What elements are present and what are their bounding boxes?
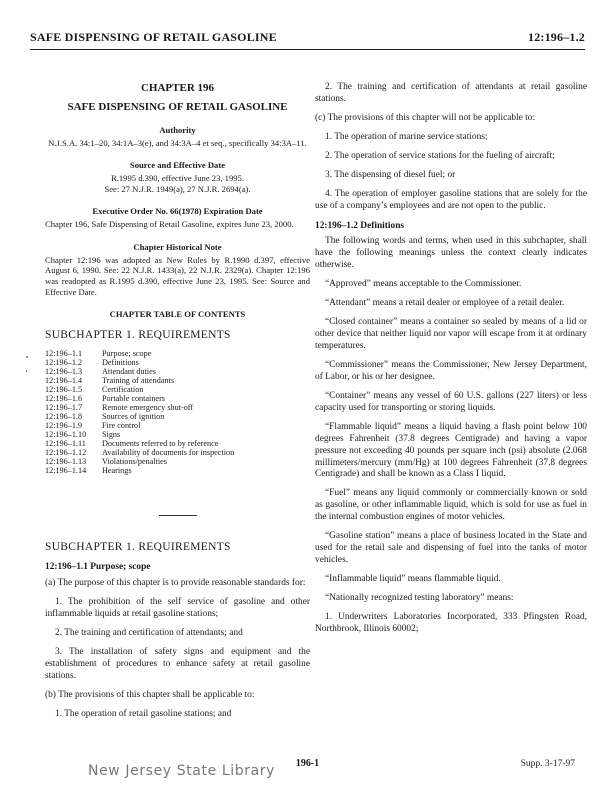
toc-section-number: 12:196–1.7 <box>45 402 83 412</box>
toc-section-number: 12:196–1.14 <box>45 465 87 475</box>
para-b: (b) The provisions of this chapter shall be applicable to: <box>45 689 255 700</box>
page-number: 196-1 <box>295 758 320 769</box>
def-inflammable-liquid: “Inflammable liquid” means flammable liquid. <box>325 574 501 584</box>
toc-section-number: 12:196–1.3 <box>45 366 83 376</box>
toc-section-title: Remote emergency shut-off <box>102 402 194 412</box>
para-a-1: 1. The prohibition of the self service of gasoline and other inflammable liquids at retail gasoline stations; <box>45 597 310 620</box>
scan-speck <box>26 356 28 358</box>
toc-subchapter-heading: SUBCHAPTER 1. REQUIREMENTS <box>45 328 231 341</box>
para-c-1: 1. The operation of marine service stations; <box>325 131 488 142</box>
toc-section-number: 12:196–1.11 <box>45 438 86 448</box>
para-c-4: 4. The operation of employer gasoline stations that are solely for the use of a company’s employees and are not open to the public. <box>315 188 587 211</box>
toc-section-number: 12:196–1.4 <box>45 375 83 385</box>
para-a-2: 2. The training and certification of attendants; and <box>55 628 243 639</box>
toc-section-title: Fire control <box>102 420 141 430</box>
toc-row <box>45 430 310 439</box>
authority-text: N.J.S.A. 34:1–20, 34:1A–3(e), and 34:3A–4 et seq., specifically 34:3A–11. <box>48 137 307 148</box>
toc-row <box>45 412 310 421</box>
running-head-title: SAFE DISPENSING OF RETAIL GASOLINE <box>30 30 277 44</box>
exec-order-text: Chapter 196, Safe Dispensing of Retail Gasoline, expires June 23, 2000. <box>45 219 294 230</box>
toc-row <box>45 349 310 358</box>
para-b-1: 1. The operation of retail gasoline stations; and <box>55 708 232 719</box>
toc-heading: CHAPTER TABLE OF CONTENTS <box>109 309 246 320</box>
section-divider <box>159 515 197 516</box>
subchapter-heading: SUBCHAPTER 1. REQUIREMENTS <box>45 540 231 553</box>
toc-table <box>45 349 310 475</box>
toc-row <box>45 367 310 376</box>
toc-section-number: 12:196–1.10 <box>45 429 87 439</box>
para-c: (c) The provisions of this chapter will not be applicable to: <box>315 112 536 123</box>
toc-row <box>45 385 310 394</box>
toc-section-title: Purpose; scope <box>102 348 152 358</box>
def-flammable-liquid: “Flammable liquid” means a liquid having a flash point below 100 degrees Fahrenheit (37.8 degrees Centigrade) and having a vapor pressure not exceeding 40 pounds per square inch (psi) absolute (2.068 millimeters/mercury (mm/Hg) at 100 degrees Fahrenheit (37.8 degrees Centigrade) and shall be known as a Class I liquid. <box>315 421 587 480</box>
toc-section-title: Sources of ignition <box>102 411 165 421</box>
toc-section-number: 12:196–1.5 <box>45 384 83 394</box>
toc-section-title: Signs <box>102 429 121 439</box>
def-approved: “Approved” means acceptable to the Commissioner. <box>325 279 522 290</box>
toc-row <box>45 457 310 466</box>
authority-heading: Authority <box>159 124 196 135</box>
toc-section-title: Violations/penalties <box>102 456 167 466</box>
toc-section-number: 12:196–1.2 <box>45 357 83 367</box>
source-heading: Source and Effective Date <box>129 160 226 171</box>
exec-order-heading: Executive Order No. 66(1978) Expiration Date <box>92 206 263 217</box>
toc-section-title: Training of attendants <box>102 375 175 385</box>
source-text-2: See: 27 N.J.R. 1949(a), 27 N.J.R. 2694(a). <box>104 183 251 194</box>
toc-row <box>45 448 310 457</box>
toc-row <box>45 466 310 475</box>
toc-row <box>45 403 310 412</box>
toc-section-title: Certification <box>102 384 144 394</box>
toc-row <box>45 358 310 367</box>
history-text: Chapter 12:196 was adopted as New Rules by R.1990 d.397, effective August 6, 1990. See: 22 N.J.R. 1433(a), 22 N.J.R. 2329(a). Chapter 12:196 was readopted as R.1995 d.390, effective June 23, 1995. See: Source and Effective Date. <box>45 254 310 297</box>
supplement-date: Supp. 3-17-97 <box>520 759 575 769</box>
def-attendant: “Attendant” means a retail dealer or employee of a retail dealer. <box>325 298 565 309</box>
header-rule <box>30 49 585 50</box>
toc-section-title: Documents referred to by reference <box>102 438 219 448</box>
right-column <box>315 82 587 643</box>
toc-section-number: 12:196–1.9 <box>45 420 83 430</box>
para-a: (a) The purpose of this chapter is to provide reasonable standards for: <box>45 578 306 589</box>
toc-section-title: Attendant duties <box>102 366 156 376</box>
toc-section-number: 12:196–1.1 <box>45 348 83 358</box>
running-head <box>30 30 585 45</box>
toc-section-title: Definitions <box>102 357 139 367</box>
def-commissioner: “Commissioner” means the Commissioner, New Jersey Department, of Labor, or his or her designee. <box>315 359 587 382</box>
library-stamp: New Jersey State Library <box>88 763 275 779</box>
toc-row <box>45 421 310 430</box>
history-heading: Chapter Historical Note <box>133 241 222 252</box>
toc-section-title: Portable containers <box>102 393 165 403</box>
running-head-section: 12:196–1.2 <box>528 30 585 44</box>
toc-row <box>45 376 310 385</box>
toc-section-title: Availability of documents for inspection <box>102 447 235 457</box>
def-testing-laboratory-1: 1. Underwriters Laboratories Incorporated, 333 Pfingsten Road, Northbrook, Illinois 60002; <box>315 611 587 634</box>
def-container: “Container” means any vessel of 60 U.S. gallons (227 liters) or less capacity used for transporting or storing liquids. <box>315 390 587 413</box>
def-gasoline-station: “Gasoline station” means a place of business located in the State and used for the retail sale and dispensing of fuel into the tanks of motor vehicles. <box>315 531 587 566</box>
definitions-intro: The following words and terms, when used in this subchapter, shall have the following meanings unless the context clearly indicates otherwise. <box>315 236 587 271</box>
def-fuel: “Fuel” means any liquid commonly or commercially known or sold as gasoline, or other inflammable liquid, which is sold for use as fuel in the internal combustion engines of motor vehicles. <box>315 488 587 523</box>
section-1-1-heading: 12:196–1.1 Purpose; scope <box>45 562 151 573</box>
para-a-3: 3. The installation of safety signs and equipment and the establishment of procedures to enhance safety at retail gasoline stations. <box>45 647 310 681</box>
toc-section-number: 12:196–1.8 <box>45 411 83 421</box>
def-closed-container: “Closed container” means a container so sealed by means of a lid or other device that neither liquid nor vapor will escape from it at ordinary temperatures. <box>315 317 587 351</box>
section-1-2-heading: 12:196–1.2 Definitions <box>315 220 405 231</box>
toc-section-number: 12:196–1.6 <box>45 393 83 403</box>
toc-section-number: 12:196–1.12 <box>45 447 87 457</box>
left-column <box>45 82 310 728</box>
scan-speck <box>26 370 27 372</box>
para-c-3: 3. The dispensing of diesel fuel; or <box>325 169 456 180</box>
chapter-title: SAFE DISPENSING OF RETAIL GASOLINE <box>67 100 288 113</box>
toc-section-title: Hearings <box>102 465 132 475</box>
toc-section-number: 12:196–1.13 <box>45 456 87 466</box>
para-b-2: 2. The training and certification of attendants at retail gasoline stations. <box>315 82 587 104</box>
chapter-number: CHAPTER 196 <box>140 82 215 94</box>
toc-row <box>45 394 310 403</box>
def-testing-laboratory: “Nationally recognized testing laboratory” means: <box>325 592 514 603</box>
source-text-1: R.1995 d.390, effective June 23, 1995. <box>110 173 245 184</box>
para-c-2: 2. The operation of service stations for the fueling of aircraft; <box>325 150 555 161</box>
toc-row <box>45 439 310 448</box>
